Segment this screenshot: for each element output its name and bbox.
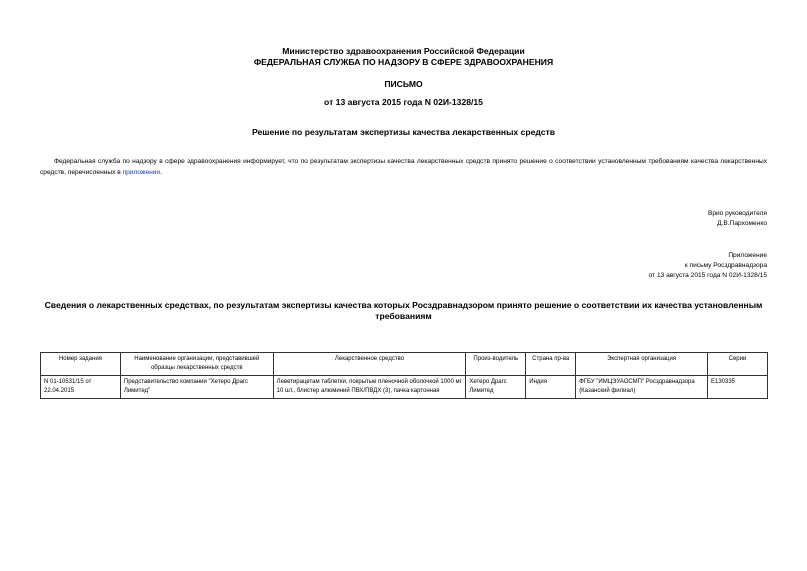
col-header-expert-org: Экспертная организация [576,353,708,376]
service-name: ФЕДЕРАЛЬНАЯ СЛУЖБА ПО НАДЗОРУ В СФЕРЕ ЗДРАВООХРАНЕНИЯ [253,57,554,67]
cell-medicine: Леветирацетам таблетки, покрытые пленочной оболочкой 1000 мг 10 шт., блистер алюминий ПВХ/ПВДХ (3), пачка картонная [273,376,466,399]
body-text-start: Федеральная служба по надзору в сфере здравоохранения информирует, что по результатам экспертизы качества лекарственных средств принято решение о соответствии установленным требованиям качества лекарственных средств, перечисленных в [40,158,767,176]
col-header-series: Серии [708,353,768,376]
appendix-link[interactable]: приложении [122,169,161,176]
signature-name: Д.В.Пархоменко [717,220,767,227]
cell-series: E130335 [708,376,768,399]
signature-position: Врио руководителя [707,210,767,217]
cell-manufacturer: Хетеро Драгс Лимитед [466,376,526,399]
info-heading: Сведения о лекарственных средствах, по результатам экспертизы качества которых Росздравнадзором принято решение о соответствии их качества установленным требованиям [44,300,763,321]
cell-task-number: N 01-10531/15 от 22.04.2015 [41,376,121,399]
col-header-country: Страна пр-ва [526,353,576,376]
col-header-organization: Наименование организации, представившей образцы лекарственных средств [120,353,273,376]
cell-organization: Представительство компании "Хетеро Драгс Лимитед" [120,376,273,399]
appendix-date: от 13 августа 2015 года N 02И-1328/15 [648,272,767,279]
appendix-title: Приложение [728,252,767,259]
col-header-medicine: Лекарственное средство [273,353,466,376]
table-header-row [41,353,768,376]
document-type: ПИСЬМО [384,79,423,89]
header-ministry [0,46,807,68]
cell-country: Индия [526,376,576,399]
medicines-table [40,352,768,399]
col-header-manufacturer: Произ-водитель [466,353,526,376]
body-text-end: . [160,169,162,176]
document-subject: Решение по результатам экспертизы качества лекарственных средств [251,127,556,137]
appendix-ref: к письму Росздравнадзора [684,262,767,269]
col-header-task-number: Номер задания [41,353,121,376]
ministry-name: Министерство здравоохранения Российской Федерации [282,46,525,56]
table-row [41,376,768,399]
document-date-number: от 13 августа 2015 года N 02И-1328/15 [324,97,483,107]
appendix-block [649,251,767,281]
signature-block [708,209,767,229]
letter-body [40,156,767,178]
cell-expert-org: ФГБУ "ИМЦЭУАОСМП" Росздравнадзора (Казанский филиал) [576,376,708,399]
